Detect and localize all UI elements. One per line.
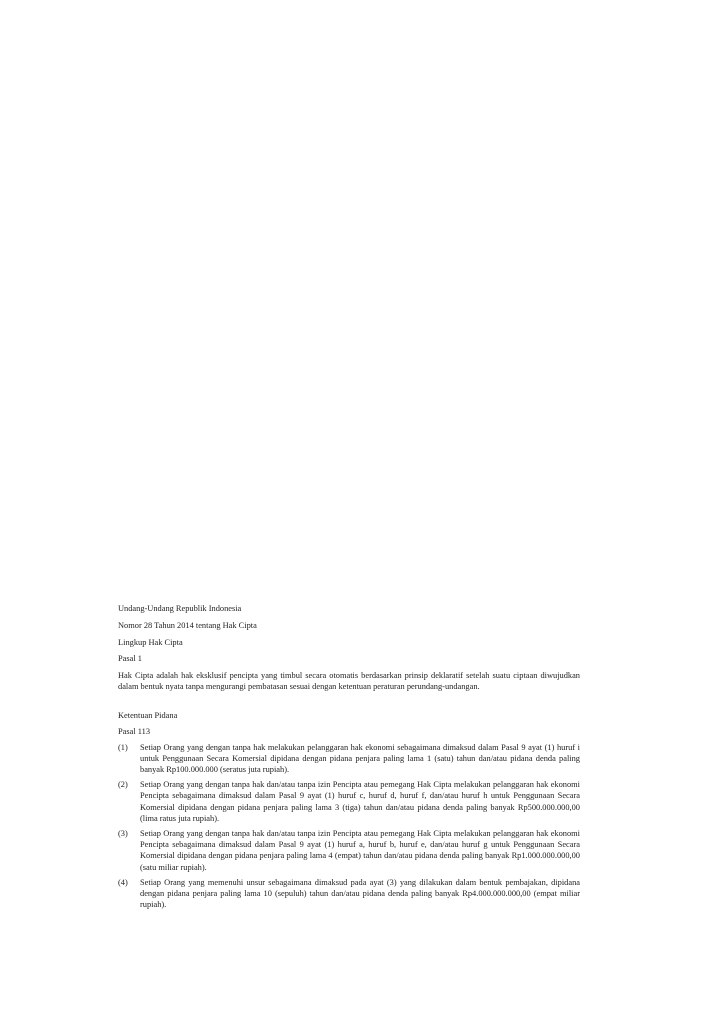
copyright-definition: Hak Cipta adalah hak eksklusif pencipta yang timbul secara otomatis berdasarkan prinsip deklaratif setelah suatu ciptaan diwujudkan dalam bentuk nyata tanpa mengurangi pembatasan sesuai dengan ketentuan peraturan perundang-undangan. — [118, 671, 580, 692]
article-113-heading: Pasal 113 — [118, 727, 151, 737]
item-number: (4) — [118, 877, 128, 887]
law-number: Nomor 28 Tahun 2014 tentang Hak Cipta — [118, 620, 257, 630]
list-item — [118, 742, 580, 776]
item-text: Setiap Orang yang dengan tanpa hak melakukan pelanggaran hak ekonomi sebagaimana dimaksud dalam Pasal 9 ayat (1) huruf i untuk Penggunaan Secara Komersial dipidana dengan pidana penjara paling lama 1 (satu) tahun dan/atau pidana denda paling banyak Rp100.000.000 (seratus juta rupiah). — [140, 742, 580, 774]
item-text: Setiap Orang yang memenuhi unsur sebagaimana dimaksud pada ayat (3) yang dilakukan dalam bentuk pembajakan, dipidana dengan pidana penjara paling lama 10 (sepuluh) tahun dan/atau pidana denda paling banyak Rp4.000.000.000,00 (empat miliar rupiah). — [140, 877, 580, 910]
item-number: (3) — [118, 829, 128, 839]
item-number: (2) — [118, 780, 128, 790]
list-item — [118, 877, 580, 911]
spacer — [118, 693, 580, 710]
article-1-heading: Pasal 1 — [118, 654, 142, 664]
copyright-notice — [118, 603, 580, 910]
item-number: (1) — [118, 742, 128, 752]
item-text: Setiap Orang yang dengan tanpa hak dan/atau tanpa izin Pencipta atau pemegang Hak Cipta melakukan pelanggaran hak ekonomi Pencipta sebagaimana dimaksud dalam Pasal 9 ayat (1) huruf c, huruf d, huruf f, dan/atau huruf h untuk Penggunaan Secara Komersial dipidana dengan pidana penjara paling lama 3 (tiga) tahun dan/atau pidana denda paling banyak Rp500.000.000,00 (lima ratus juta rupiah). — [140, 780, 580, 823]
item-text: Setiap Orang yang dengan tanpa hak dan/atau tanpa izin Pencipta atau pemegang Hak Cipta melakukan pelanggaran hak ekonomi Pencipta sebagaimana dimaksud dalam Pasal 9 ayat (1) huruf a, huruf b, huruf e, dan/atau huruf g untuk Penggunaan Secara Komersial dipidana dengan pidana penjara paling lama 4 (empat) tahun dan/atau pidana denda paling banyak Rp1.000.000.000,00 (satu miliar rupiah). — [140, 829, 580, 872]
scope-heading: Lingkup Hak Cipta — [118, 637, 183, 647]
list-item — [118, 779, 580, 824]
law-title: Undang-Undang Republik Indonesia — [118, 604, 242, 613]
section-title: Ketentuan Pidana — [118, 710, 178, 720]
list-item — [118, 828, 580, 873]
